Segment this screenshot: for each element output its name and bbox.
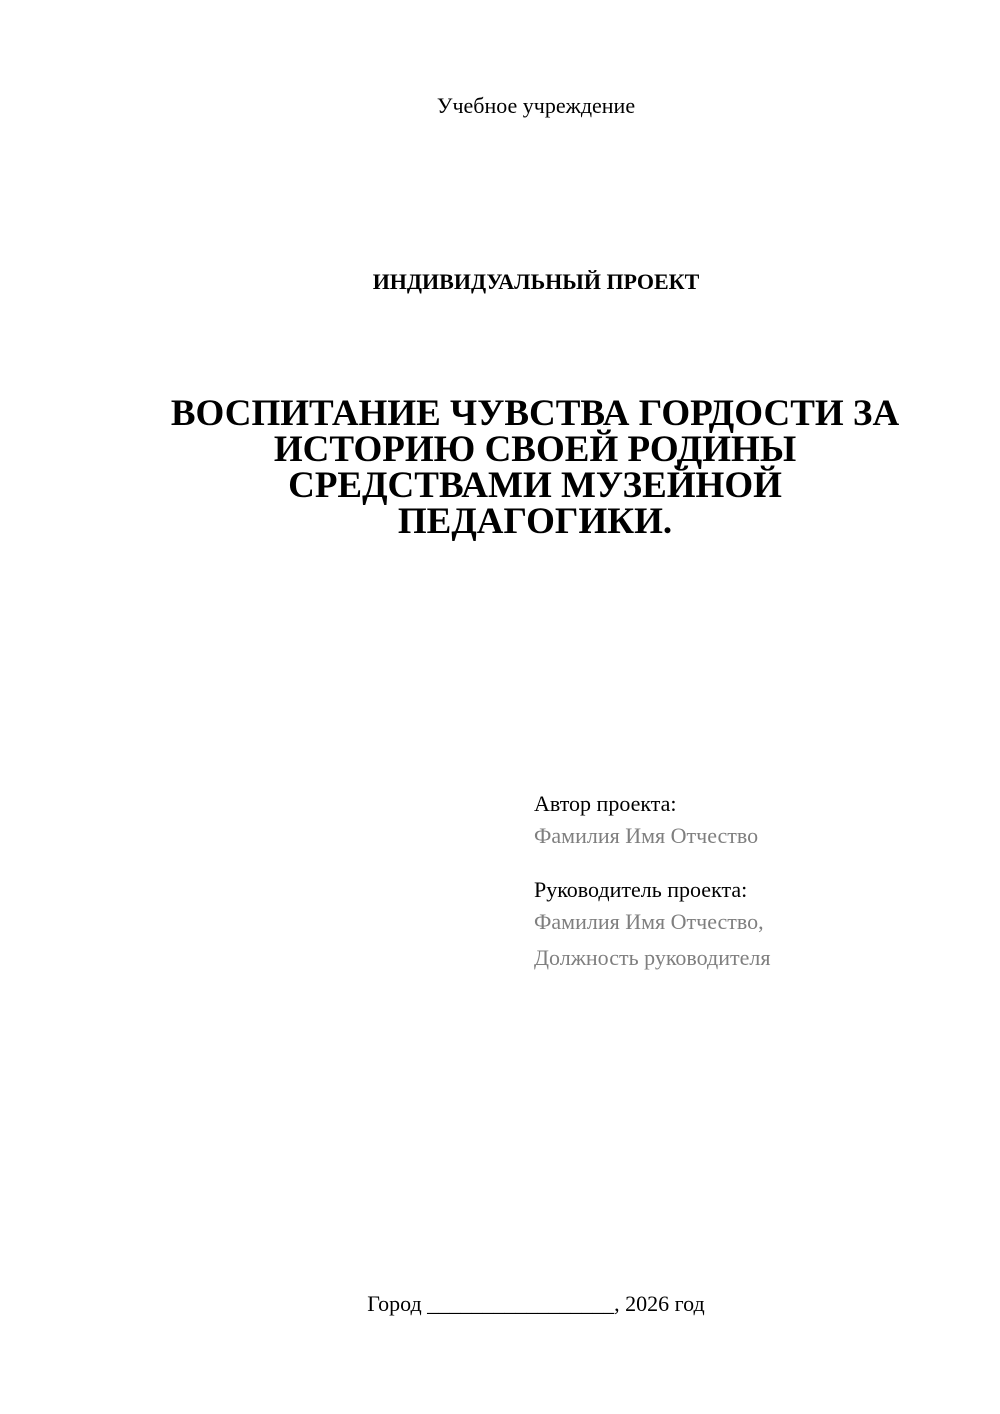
author-label: Автор проекта:: [534, 791, 677, 816]
institution-name: Учебное учреждение: [436, 93, 636, 118]
author-name: Фамилия Имя Отчество: [534, 823, 759, 848]
project-info-block: [534, 790, 954, 976]
project-title-line: ВОСПИТАНИЕ ЧУВСТВА ГОРДОСТИ ЗА: [170, 393, 900, 434]
project-title-line: ИСТОРИЮ СВОЕЙ РОДИНЫ: [273, 429, 797, 470]
spacer: [534, 854, 954, 876]
project-title-line: СРЕДСТВАМИ МУЗЕЙНОЙ: [288, 465, 782, 506]
project-type-heading: ИНДИВИДУАЛЬНЫЙ ПРОЕКТ: [372, 269, 700, 294]
supervisor-label: Руководитель проекта:: [534, 877, 748, 902]
project-title: [150, 393, 920, 542]
supervisor-name: Фамилия Имя Отчество,: [534, 909, 764, 934]
supervisor-position: Должность руководителя: [534, 945, 771, 970]
project-title-line: ПЕДАГОГИКИ.: [397, 501, 673, 542]
city-year-line: Город _________________, 2026 год: [367, 1291, 705, 1316]
